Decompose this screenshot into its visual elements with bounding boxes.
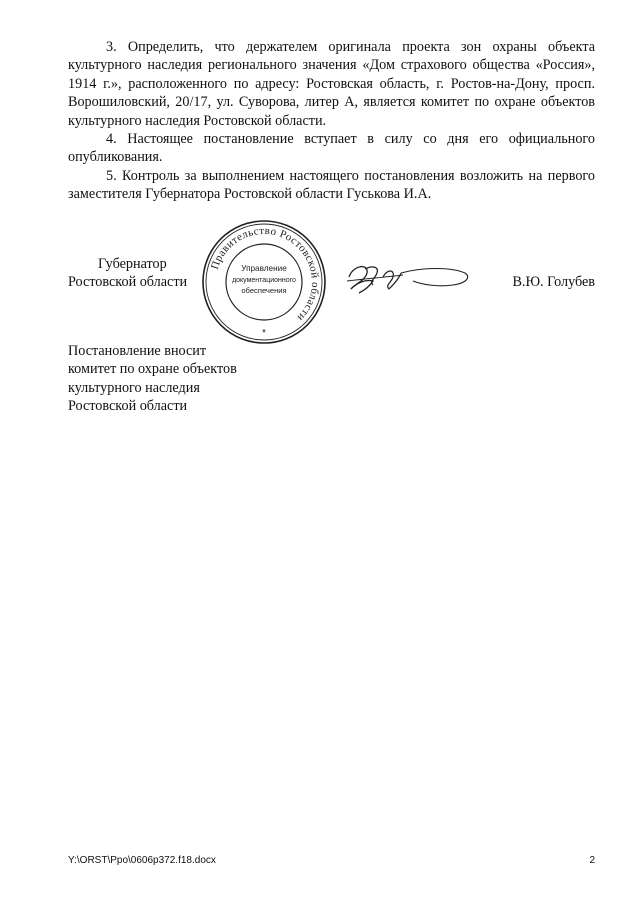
paragraph-3: 3. Определить, что держателем оригинала проекта зон охраны объекта культурного наследия регионального значения «Дом страхового общества «Россия», 1914 г.», расположенного по адресу: Ростовская область, г. Ростов-на-Дону, просп. Ворошиловский, 20/17, ул. Суворова, литер А, является комитет по охране объектов культурного наследия Ростовской области. <box>68 39 595 129</box>
paragraph-4: 4. Настоящее постановление вступает в силу со дня его официального опубликования. <box>68 131 595 166</box>
page-number: 2 <box>589 855 595 866</box>
submitted-by-line3: культурного наследия <box>68 379 200 396</box>
handwritten-signature <box>343 259 473 299</box>
signature-block <box>68 224 595 345</box>
seal-center-line1: Управление <box>241 264 287 273</box>
file-path: Y:\ORST\Ppo\0606p372.f18.docx <box>68 855 216 866</box>
document-body <box>68 38 595 204</box>
seal-star: * <box>262 328 266 339</box>
submitted-by-line1: Постановление вносит <box>68 343 207 359</box>
paragraph-5: 5. Контроль за выполнением настоящего постановления возложить на первого заместителя Губернатора Ростовской области Гуськова И.А. <box>68 167 595 203</box>
seal-center-line2: документационного <box>232 277 296 284</box>
official-seal-stamp <box>200 218 328 346</box>
seal-ring-text: Правительство Ростовской области <box>208 224 322 324</box>
seal-center-line3: обеспечения <box>241 286 287 295</box>
submitted-by-line2: комитет по охране объектов <box>68 361 237 378</box>
submitted-by-note <box>68 342 328 416</box>
signatory-title <box>68 255 187 292</box>
signatory-title-line1: Губернатор <box>98 256 167 272</box>
submitted-by-line4: Ростовской области <box>68 398 188 415</box>
signatory-name: В.Ю. Голубев <box>512 274 595 290</box>
signatory-title-line2: Ростовской области <box>68 274 188 291</box>
